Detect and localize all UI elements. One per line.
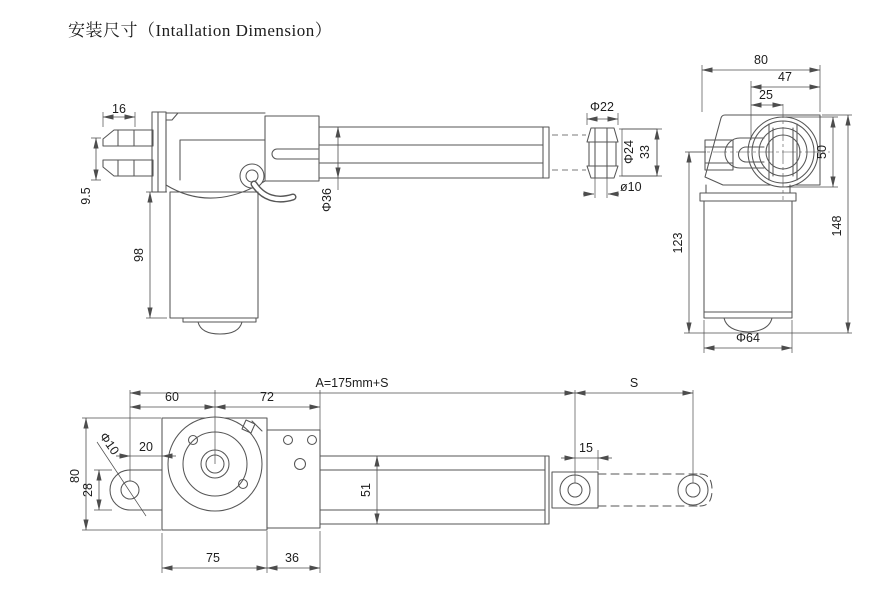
- dim-axis-to-motor-bottom: 123: [671, 232, 685, 254]
- dim-plate-length: 36: [285, 551, 299, 565]
- dim-stroke: S: [629, 376, 639, 390]
- dim-slot-to-edge: 47: [778, 70, 792, 84]
- hidden-rod-lines: [552, 135, 586, 170]
- rear-clevis-fork: [103, 130, 153, 176]
- dim-gearbox-width: 80: [68, 469, 82, 483]
- dim-rear-hole-diameter: Φ10: [96, 429, 122, 458]
- dim-ring-diameter: 50: [815, 145, 829, 159]
- dim-rod-end-boss: Φ24: [622, 140, 636, 164]
- side-view: [79, 100, 662, 334]
- plan-view: [68, 376, 712, 573]
- dim-retracted-length: A=175mm+S: [315, 376, 389, 390]
- centerlines: [690, 104, 830, 200]
- dim-rod-end-hole: ø10: [620, 180, 642, 194]
- extension-tube-side: [319, 127, 549, 178]
- dim-motor-diameter: Φ64: [736, 331, 760, 345]
- dim-tube-width: 51: [359, 483, 373, 497]
- page-title: 安装尺寸（Intallation Dimension）: [68, 21, 333, 40]
- dim-total-height: 148: [830, 215, 844, 237]
- dim-slot-to-center: 25: [759, 88, 773, 102]
- extended-clevis-plan: [598, 474, 712, 506]
- dim-rod-end-height: 33: [638, 145, 652, 159]
- rear-clevis-plan: [110, 470, 162, 510]
- dim-motor-center-to-plate: 72: [260, 390, 274, 404]
- dim-motor-length: 98: [132, 248, 146, 262]
- dim-rear-clevis-width: 28: [81, 483, 95, 497]
- gearbox-housing: [152, 112, 319, 199]
- end-view: [671, 53, 852, 353]
- motor-side: [170, 192, 258, 334]
- dim-tube-diameter: Φ36: [320, 188, 334, 212]
- dim-hole-to-gearbox: 20: [139, 440, 153, 454]
- end-view-dimensions: [671, 53, 852, 353]
- dim-gearbox-length: 75: [206, 551, 220, 565]
- dim-hole-to-motor-center: 60: [165, 390, 179, 404]
- dim-fork-width: 16: [112, 102, 126, 116]
- motor-end: [700, 185, 796, 332]
- dim-rod-end-width: Φ22: [590, 100, 614, 114]
- tube-plan: [320, 456, 549, 524]
- dim-housing-width: 80: [754, 53, 768, 67]
- dim-fork-offset: 9.5: [79, 187, 93, 205]
- dim-hole-to-rod-end: 15: [579, 441, 593, 455]
